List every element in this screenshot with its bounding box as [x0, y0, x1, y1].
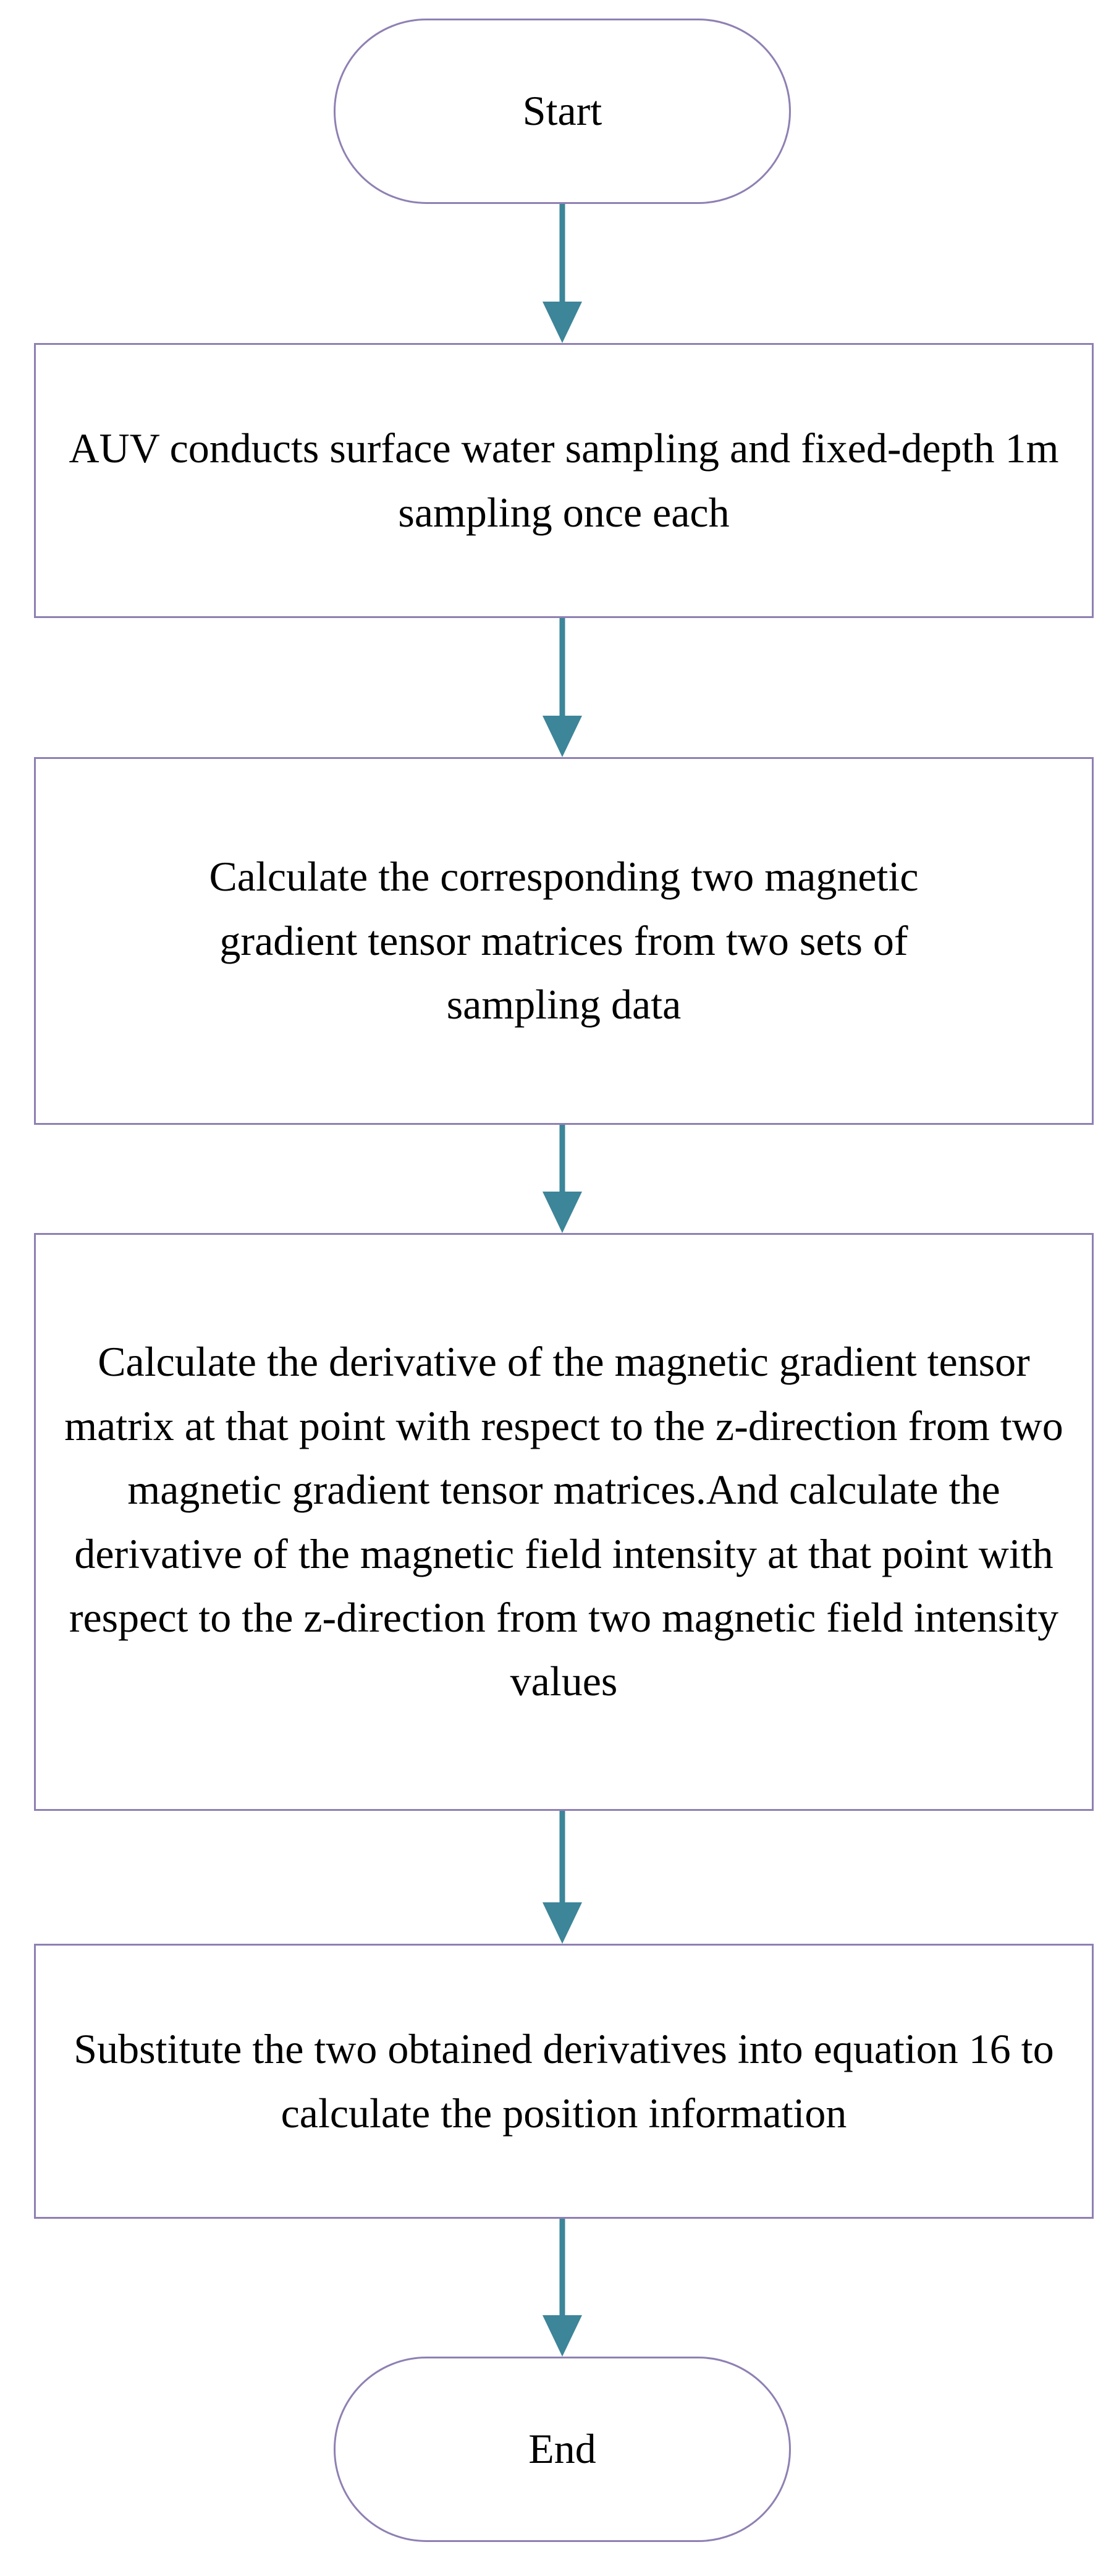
start-label: Start	[522, 87, 602, 135]
step-2-text: Calculate the corresponding two magnetic gradient tensor matrices from two sets of sampling data	[209, 853, 919, 1028]
step-1-text: AUV conducts surface water sampling and fixed-depth 1m sampling once each	[69, 425, 1059, 536]
start-terminal	[334, 19, 791, 204]
end-terminal	[334, 2357, 791, 2542]
arrow-start-to-step1	[543, 204, 582, 343]
step-2-box	[34, 757, 1094, 1125]
step-4-text: Substitute the two obtained derivatives into equation 16 to calculate the position information	[74, 2025, 1054, 2137]
step-3-box	[34, 1233, 1094, 1811]
step-1-box	[34, 343, 1094, 618]
step-4-box	[34, 1944, 1094, 2219]
end-label: End	[528, 2425, 596, 2473]
arrow-step4-to-end	[543, 2219, 582, 2357]
step-3-text: Calculate the derivative of the magnetic gradient tensor matrix at that point with respect to the z-direction from two magnetic gradient tensor matrices.And calculate the derivative of the magnetic field intensity at that point with respect to the z-direction from two magnetic field intensity values	[64, 1338, 1063, 1705]
arrow-step1-to-step2	[543, 618, 582, 757]
arrow-step2-to-step3	[543, 1125, 582, 1233]
arrow-step3-to-step4	[543, 1811, 582, 1944]
